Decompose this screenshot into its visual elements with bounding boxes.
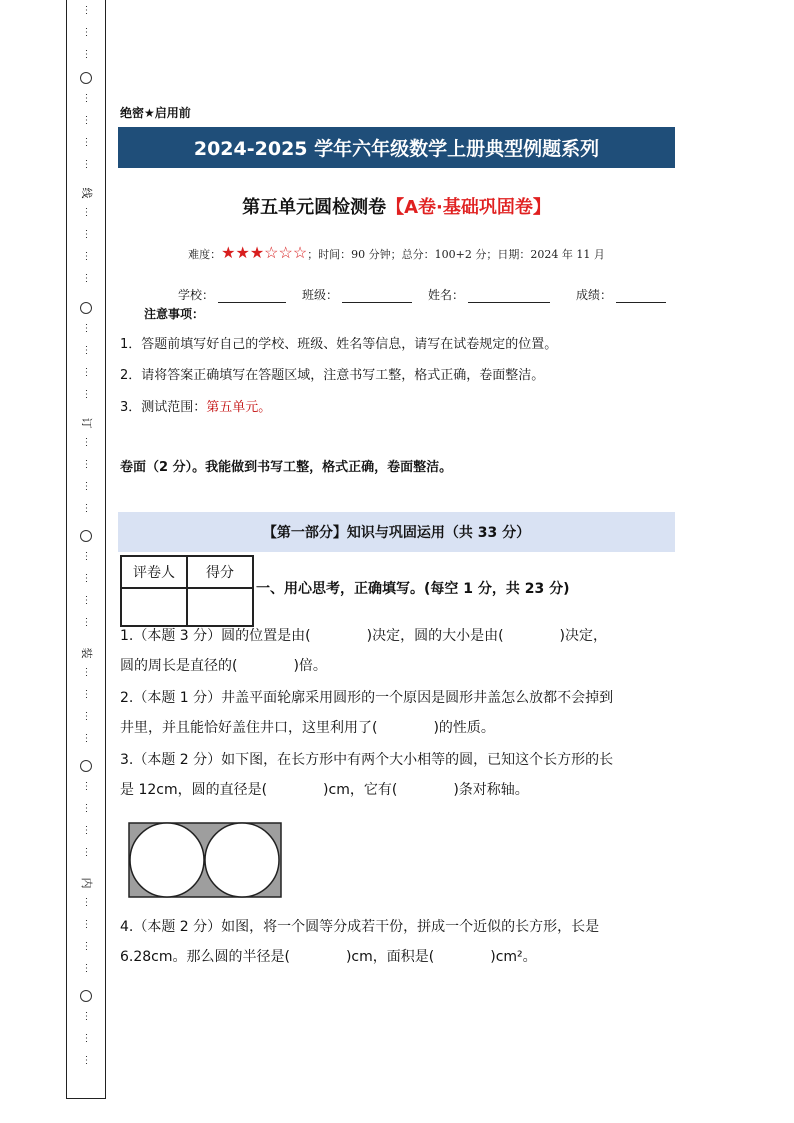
binding-circle-icon: [80, 72, 92, 84]
school-field[interactable]: [178, 286, 286, 303]
star-filled-icon: ★: [249, 243, 265, 262]
school-blank[interactable]: [218, 288, 286, 303]
star-filled-icon: ★: [221, 243, 236, 262]
exam-title: [118, 193, 675, 219]
grader-header: 评卷人: [121, 556, 187, 588]
binding-strip: [66, 0, 106, 1099]
question-3: [120, 745, 680, 805]
binding-text-nei: 内: [80, 877, 93, 889]
score-header: 得分: [187, 556, 253, 588]
exam-title-tag: 【A卷·基础巩固卷】: [386, 197, 551, 218]
star-empty-icon: ☆: [292, 243, 308, 262]
question-4: [120, 912, 680, 972]
dotted-line: ⋮ ⋮ ⋮ ⋮: [81, 897, 91, 974]
dotted-line: ⋮ ⋮ ⋮: [81, 5, 91, 60]
score-label: 成绩：: [576, 288, 613, 302]
dotted-line: ⋮ ⋮ ⋮ ⋮: [81, 93, 91, 170]
binding-circle-icon: [80, 760, 92, 772]
question-3-line-1: 3.（本题 2 分）如下图，在长方形中有两个大小相等的圆，已知这个长方形的长: [120, 752, 614, 768]
neatness-line: 卷面（2 分）。我能做到书写工整，格式正确，卷面整洁。: [120, 460, 453, 475]
name-field[interactable]: [428, 286, 550, 303]
score-table: [120, 555, 254, 627]
confidential-label: 绝密★启用前: [120, 106, 191, 120]
binding-text-zhuang: 装: [80, 647, 93, 659]
class-field[interactable]: [302, 286, 412, 303]
question-2-line-1: 2.（本题 1 分）井盖平面轮廓采用圆形的一个原因是圆形井盖怎么放都不会掉到: [120, 690, 614, 706]
score-blank[interactable]: [616, 288, 666, 303]
dotted-line: ⋮ ⋮ ⋮ ⋮: [81, 551, 91, 628]
dotted-line: ⋮ ⋮ ⋮ ⋮: [81, 781, 91, 858]
difficulty-label: 难度：: [188, 248, 222, 261]
name-blank[interactable]: [468, 288, 550, 303]
difficulty-stars: [221, 243, 308, 262]
series-banner: 2024-2025 学年六年级数学上册典型例题系列: [118, 127, 675, 168]
star-empty-icon: ☆: [278, 243, 293, 262]
question-1-line-2: 圆的周长是直径的( )倍。: [120, 658, 327, 674]
notice-heading: 注意事项：: [144, 307, 205, 321]
question-1-line-1: 1.（本题 3 分）圆的位置是由( )决定，圆的大小是由( )决定，: [120, 628, 608, 644]
section-one-heading: 一、用心思考，正确填写。(每空 1 分，共 23 分): [256, 581, 570, 597]
figure-left-circle: [130, 823, 204, 897]
rectangle-two-circles-figure: [128, 822, 284, 900]
dotted-line: ⋮ ⋮ ⋮ ⋮: [81, 207, 91, 284]
question-2-line-2: 井里，并且能恰好盖住井口，这里利用了( )的性质。: [120, 720, 495, 736]
name-label: 姓名：: [428, 288, 465, 302]
question-4-line-1: 4.（本题 2 分）如图，将一个圆等分成若干份，拼成一个近似的长方形，长是: [120, 919, 600, 935]
dotted-line: ⋮ ⋮ ⋮: [81, 1011, 91, 1066]
class-blank[interactable]: [342, 288, 412, 303]
notice-item-2: 2．请将答案正确填写在答题区域，注意书写工整，格式正确，卷面整洁。: [120, 368, 545, 383]
binding-circle-icon: [80, 530, 92, 542]
dotted-line: ⋮ ⋮ ⋮ ⋮: [81, 437, 91, 514]
figure-right-circle: [205, 823, 279, 897]
dotted-line: ⋮ ⋮ ⋮ ⋮: [81, 323, 91, 400]
school-label: 学校：: [178, 288, 215, 302]
part-one-header: 【第一部分】知识与巩固运用（共 33 分）: [118, 512, 675, 552]
dotted-line: ⋮ ⋮ ⋮ ⋮: [81, 667, 91, 744]
notice-item-3-prefix: 3．测试范围：: [120, 400, 207, 415]
exam-meta-rest: ；时间：90 分钟；总分：100+2 分；日期：2024 年 11 月: [307, 248, 605, 261]
question-4-line-2: 6.28cm。那么圆的半径是( )cm，面积是( )cm²。: [120, 949, 537, 965]
exam-title-main: 第五单元圆检测卷: [242, 197, 387, 218]
binding-circle-icon: [80, 990, 92, 1002]
notice-item-3: [120, 396, 271, 415]
binding-text-ding: 订: [80, 417, 93, 429]
question-2: [120, 683, 680, 743]
score-field[interactable]: [576, 286, 666, 303]
binding-text-xian: 线: [80, 187, 93, 199]
star-empty-icon: ☆: [264, 243, 279, 262]
exam-meta: [118, 243, 675, 262]
question-3-line-2: 是 12cm，圆的直径是( )cm，它有( )条对称轴。: [120, 782, 529, 798]
notice-item-3-scope: 第五单元。: [206, 400, 272, 415]
binding-circle-icon: [80, 302, 92, 314]
question-1: [120, 621, 680, 681]
class-label: 班级：: [302, 288, 339, 302]
notice-item-1: 1．答题前填写好自己的学校、班级、姓名等信息，请写在试卷规定的位置。: [120, 337, 558, 352]
star-filled-icon: ★: [235, 243, 250, 262]
